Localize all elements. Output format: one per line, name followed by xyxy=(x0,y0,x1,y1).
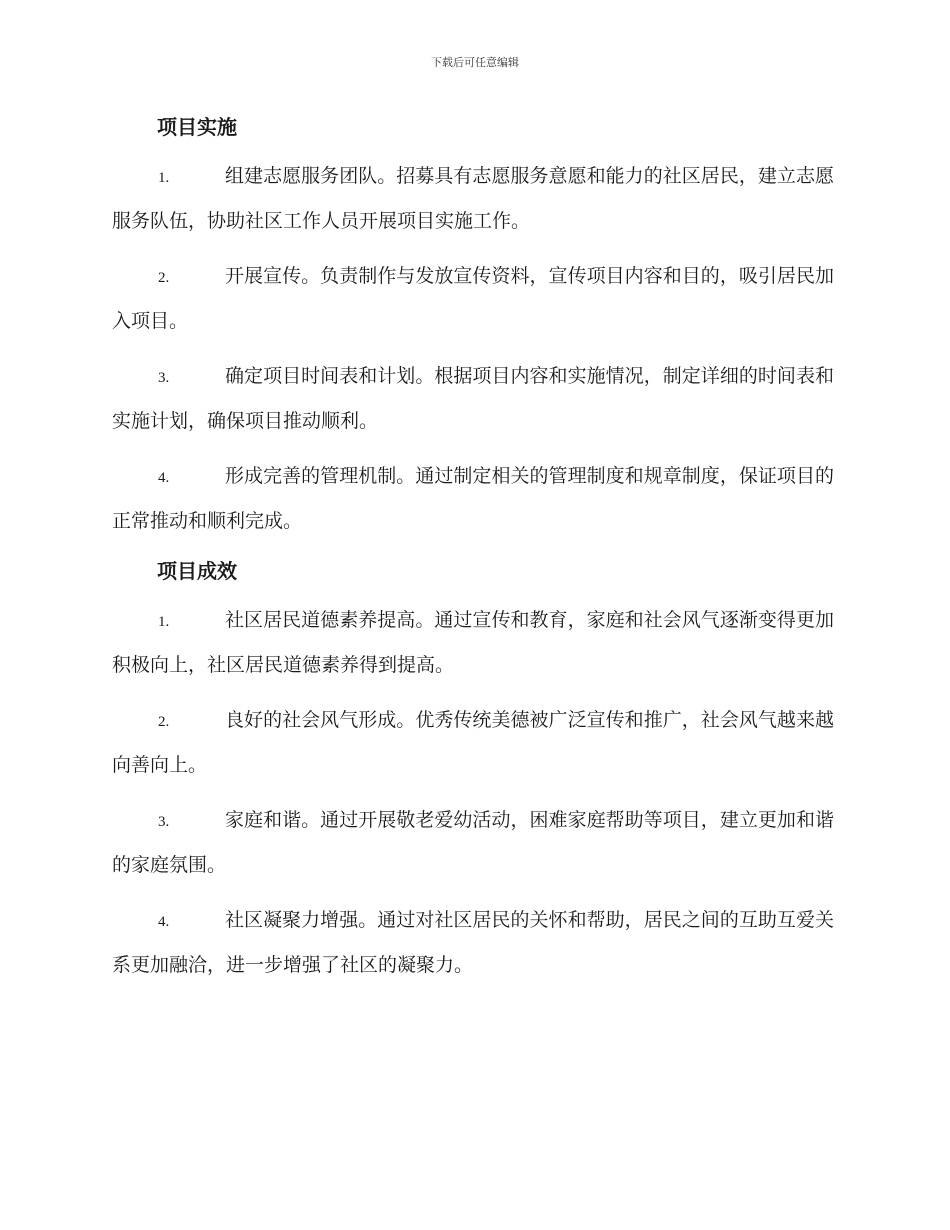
item-text: 开展宣传。负责制作与发放宣传资料，宣传项目内容和目的，吸引居民加入项目。 xyxy=(112,265,834,332)
item-number: 4. xyxy=(158,470,170,486)
list-item xyxy=(112,355,834,443)
item-number: 4. xyxy=(158,914,170,930)
item-text: 家庭和谐。通过开展敬老爱幼活动，困难家庭帮助等项目，建立更加和谐的家庭氛围。 xyxy=(112,809,834,876)
item-number: 3. xyxy=(158,814,170,830)
item-text: 组建志愿服务团队。招募具有志愿服务意愿和能力的社区居民，建立志愿服务队伍，协助社区工作人员开展项目实施工作。 xyxy=(112,165,834,232)
item-text: 确定项目时间表和计划。根据项目内容和实施情况，制定详细的时间表和实施计划，确保项目推动顺利。 xyxy=(112,365,834,432)
list-item xyxy=(112,599,834,687)
list-item xyxy=(112,455,834,543)
list-item xyxy=(112,899,834,987)
list-item xyxy=(112,255,834,343)
item-number: 1. xyxy=(158,170,170,186)
list-item xyxy=(112,155,834,243)
list-item xyxy=(112,799,834,887)
item-number: 2. xyxy=(158,270,170,286)
header-note: 下载后可任意编辑 xyxy=(431,56,519,69)
item-text: 社区居民道德素养提高。通过宣传和教育，家庭和社会风气逐渐变得更加积极向上，社区居民道德素养得到提高。 xyxy=(112,609,834,676)
section-title: 项目实施 xyxy=(157,115,237,139)
item-text: 良好的社会风气形成。优秀传统美德被广泛宣传和推广，社会风气越来越向善向上。 xyxy=(112,709,834,776)
item-text: 社区凝聚力增强。通过对社区居民的关怀和帮助，居民之间的互助互爱关系更加融洽，进一步增强了社区的凝聚力。 xyxy=(112,909,834,976)
item-text: 形成完善的管理机制。通过制定相关的管理制度和规章制度，保证项目的正常推动和顺利完成。 xyxy=(112,465,834,532)
item-number: 1. xyxy=(158,614,170,630)
list-item xyxy=(112,699,834,787)
item-number: 2. xyxy=(158,714,170,730)
section-implementation xyxy=(112,111,834,543)
item-number: 3. xyxy=(158,370,170,386)
section-title: 项目成效 xyxy=(157,559,237,583)
section-outcomes xyxy=(112,555,834,987)
